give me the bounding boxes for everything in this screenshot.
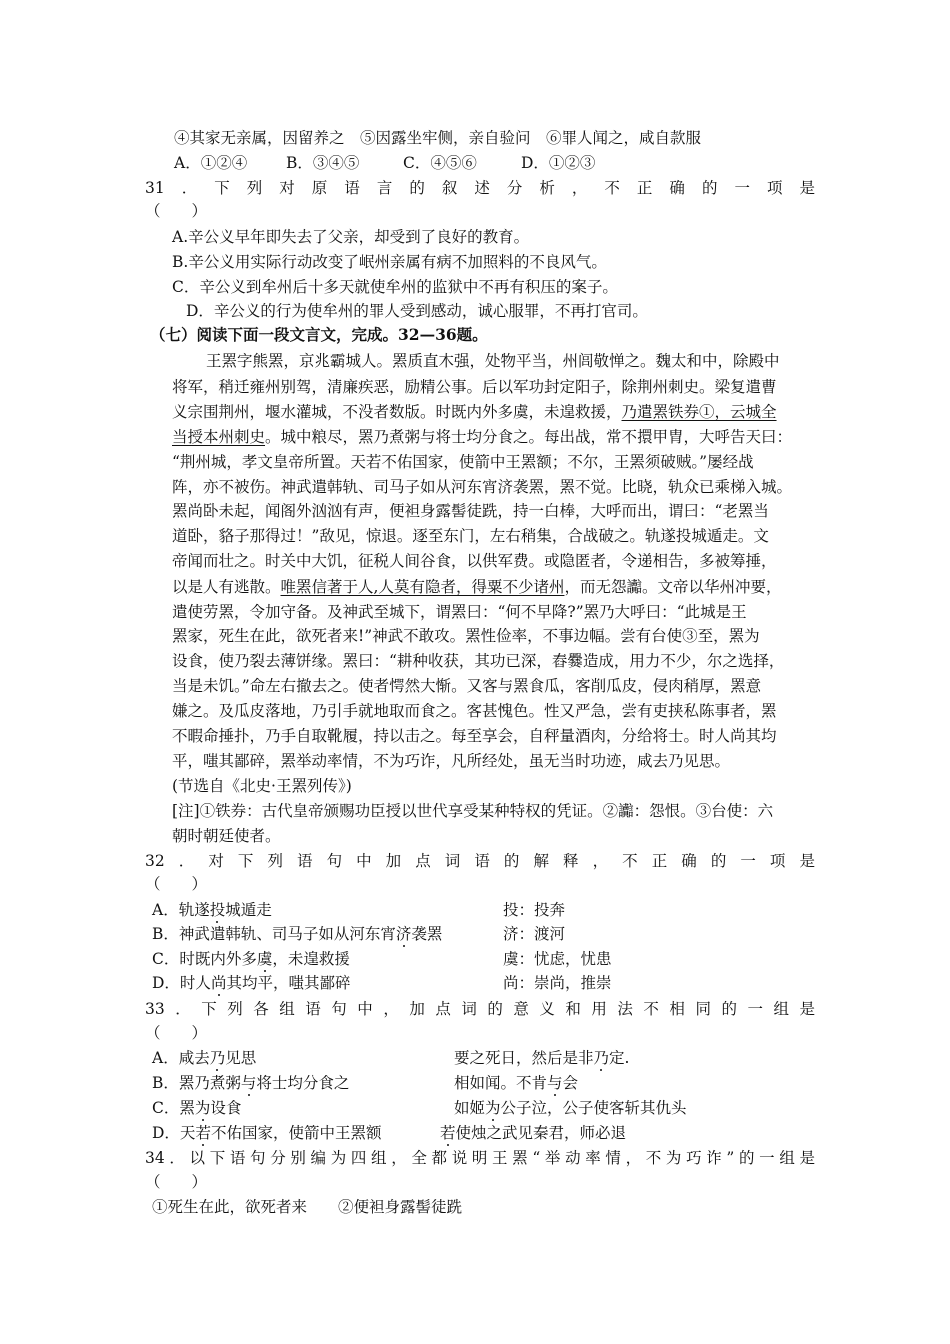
section7-heading: （七）阅读下面一段文言文，完成。32—36题。 bbox=[150, 325, 488, 344]
q30-option-d: D．①②③ bbox=[521, 154, 596, 172]
underlined-sentence-1b: 当授本州刺史 bbox=[172, 428, 266, 446]
passage-note-2: 朝时朝廷使者。 bbox=[172, 827, 281, 845]
q33-stem: 33．下列各组语句中，加点词的意义和用法不相同的一组是 bbox=[145, 1000, 815, 1018]
q33-option-d-left: D．天若不佑国家，使箭中王罴额 bbox=[152, 1124, 382, 1142]
q31-option-a: A.辛公义早年即失去了父亲，却受到了良好的教育。 bbox=[172, 228, 530, 246]
q33-option-c-left: C．罴为设食 bbox=[152, 1099, 242, 1117]
q33-option-b-right: 相如闻。不肯与会 bbox=[454, 1074, 579, 1092]
passage-line-16: 不暇命捶扑，乃手自取靴履，持以击之。每至享会，自秤量酒肉，分给将士。时人尚其均 bbox=[172, 727, 777, 745]
q32-option-a: A．轨遂投城遁走 bbox=[152, 901, 272, 919]
passage-line-2: 将军，稍迁雍州别驾，清廉疾恶，励精公事。后以军功封定阳子，除荆州刺史。梁复遣曹 bbox=[172, 378, 777, 396]
passage-line-9: 帝闻而壮之。时关中大饥，征税人间谷食，以供军费。或隐匿者，令递相告，多被筹捶， bbox=[172, 552, 777, 570]
q31-option-c: C．辛公义到牟州后十多天就使牟州的监狱中不再有积压的案子。 bbox=[172, 278, 618, 296]
q30-option-a: A．①②④ bbox=[174, 154, 248, 172]
q32-option-b: B．神武遣韩轨、司马子如从河东宵济袭罴 bbox=[152, 925, 443, 943]
q33-paren: （ ） bbox=[145, 1024, 208, 1042]
q30-option-b: B．③④⑤ bbox=[286, 154, 360, 172]
q31-option-d: D．辛公义的行为使牟州的罪人受到感动，诚心服罪，不再打官司。 bbox=[186, 302, 648, 320]
q33-option-c-right: 如姬为公子泣，公子使客斩其仇头 bbox=[454, 1099, 687, 1117]
q32-paren: （ ） bbox=[145, 875, 208, 893]
underlined-sentence-2: 唯罴信著于人,人莫有隐者，得粟不少诸州 bbox=[280, 578, 565, 596]
passage-line-14: 当是未饥。”命左右撤去之。使者愕然大惭。又客与罴食瓜，客削瓜皮，侵肉稍厚，罴意 bbox=[172, 677, 762, 695]
passage-line-4: 当授本州刺史。城中粮尽，罴乃煮粥与将士均分食之。每出战，常不擐甲胄，大呼告天曰： bbox=[172, 428, 793, 446]
q33-option-a-right: 要之死日，然后是非乃定. bbox=[454, 1049, 630, 1067]
passage-line-6: 阵，亦不被伤。神武遣韩轨、司马子如从河东宵济袭罴，罴不觉。比晓，轨众已乘梯入城。 bbox=[172, 478, 793, 496]
q34-paren: （ ） bbox=[145, 1173, 208, 1191]
q32-gloss-d: 尚：崇尚，推崇 bbox=[503, 974, 612, 992]
passage-line-10: 以是人有逃散。唯罴信著于人,人莫有隐者，得粟不少诸州，而无怨讟。文帝以华州冲要， bbox=[172, 578, 782, 596]
passage-line-5: “荆州城，孝文皇帝所置。天若不佑国家，使箭中王罴额；不尔，王罴须破贼。”屡经战 bbox=[172, 453, 754, 471]
q32-option-d: D．时人尚其均平，嗤其鄙碎 bbox=[152, 974, 351, 992]
q34-items: ①死生在此，欲死者来 ②便袒身露髻徒跣 bbox=[152, 1198, 463, 1216]
passage-line-3: 义宗围荆州，堰水灌城，不没者数版。时既内外多虞，未遑救援，乃遣罴铁券①，云城全 bbox=[172, 403, 777, 421]
q31-stem: 31．下列对原语言的叙述分析，不正确的一项是 bbox=[145, 179, 815, 197]
passage-note-1: [注]①铁券：古代皇帝颁赐功臣授以世代享受某种特权的凭证。②讟：怨恨。③台使：六 bbox=[172, 802, 774, 820]
q32-gloss-c: 虞：忧虑，忧患 bbox=[503, 950, 612, 968]
q30-items-line: ④其家无亲属，因留养之 ⑤因露坐牢侧，亲自验问 ⑥罪人闻之，咸自款服 bbox=[174, 129, 702, 147]
passage-line-12: 罴家，死生在此，欲死者来!”神武不敢攻。罴性俭率，不事边幅。尝有台使③至，罴为 bbox=[172, 627, 760, 645]
passage-source: (节选自《北史·王罴列传》) bbox=[172, 777, 352, 795]
q31-paren: （ ） bbox=[145, 202, 208, 220]
q31-option-b: B.辛公义用实际行动改变了岷州亲属有病不加照料的不良风气。 bbox=[172, 253, 607, 271]
q32-gloss-b: 济：渡河 bbox=[503, 925, 566, 943]
passage-line-1: 王罴字熊罴，京兆霸城人。罴质直木强，处物平当，州闾敬惮之。魏太和中，除殿中 bbox=[206, 352, 780, 370]
q34-stem: 34．以下语句分别编为四组，全都说明王罴“举动率情，不为巧诈”的一组是 bbox=[145, 1149, 815, 1167]
q32-option-c: C．时既内外多虞，未遑救援 bbox=[152, 950, 350, 968]
q30-option-c: C．④⑤⑥ bbox=[403, 154, 477, 172]
passage-line-7: 罴尚卧未起，闻阁外汹汹有声，便袒身露髻徒跣，持一白棒，大呼而出，谓曰：“老罴当 bbox=[172, 502, 769, 520]
q32-stem: 32．对下列语句中加点词语的解释，不正确的一项是 bbox=[145, 852, 815, 870]
q33-option-a-left: A．咸去乃见思 bbox=[152, 1049, 257, 1067]
q33-option-d-right: 若使烛之武见秦君，师必退 bbox=[440, 1124, 627, 1142]
q33-option-b-left: B．罴乃煮粥与将士均分食之 bbox=[152, 1074, 350, 1092]
underlined-sentence-1a: 乃遣罴铁券①，云城全 bbox=[621, 403, 777, 421]
passage-line-17: 平，嗤其鄙碎，罴举动率情，不为巧诈，凡所经处，虽无当时功迹，咸去乃见思。 bbox=[172, 752, 731, 770]
passage-line-15: 嫌之。及瓜皮落地，乃引手就地取而食之。客甚愧色。性又严急，尝有吏挟私陈事者，罴 bbox=[172, 702, 777, 720]
passage-line-8: 道卧，貉子那得过！”敌见，惊退。逐至东门，左右稍集，合战破之。轨遂投城遁走。文 bbox=[172, 527, 769, 545]
passage-line-13: 设食，使乃裂去薄饼缘。罴曰：“耕种收获，其功已深，舂爨造成，用力不少，尔之选择， bbox=[172, 652, 785, 670]
q32-gloss-a: 投：投奔 bbox=[503, 901, 566, 919]
passage-line-11: 遣使劳罴，令加守备。及神武至城下，谓罴曰：“何不早降?”罴乃大呼曰：“此城是王 bbox=[172, 603, 747, 621]
